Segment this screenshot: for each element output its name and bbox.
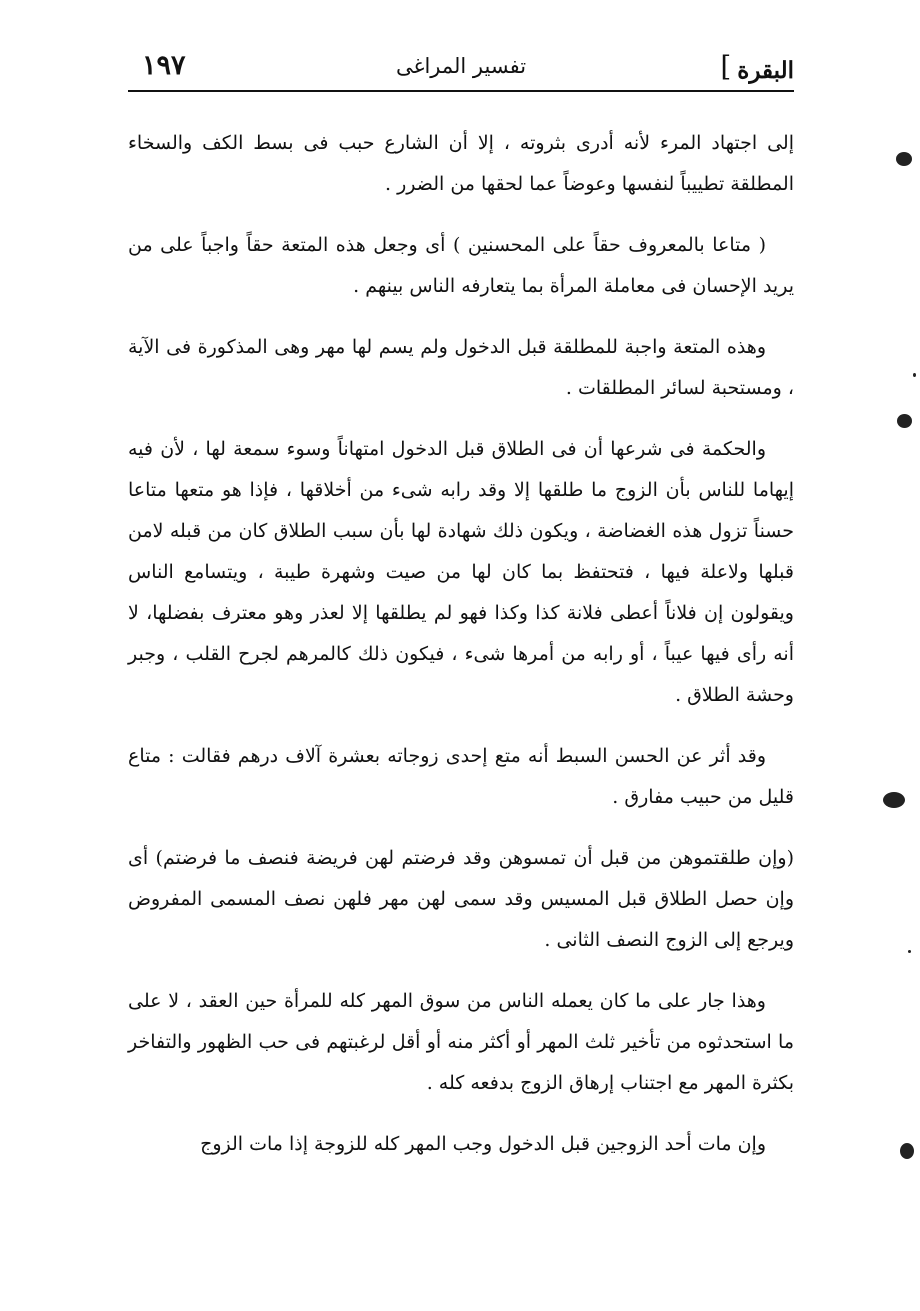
header-rule <box>128 90 794 92</box>
header-bracket: ] <box>720 50 732 83</box>
scan-speck <box>896 152 912 166</box>
paragraph-2: ( متاعا بالمعروف حقاً على المحسنين ) أى وجعل هذه المتعة حقاً واجباً على من يريد الإحسان فى معاملة المرأة بما يتعارفه الناس بينهم . <box>128 234 794 297</box>
surah-label: البقرة <box>737 57 794 84</box>
scan-speck <box>908 950 911 953</box>
paragraph-3: وهذه المتعة واجبة للمطلقة قبل الدخول ولم يسم لها مهر وهى المذكورة فى الآية ، ومستحبة لسائر المطلقات . <box>128 336 794 399</box>
scan-speck <box>897 414 912 428</box>
body-text <box>128 123 794 1185</box>
page-number: ١٩٧ <box>142 50 186 81</box>
paragraph-4: والحكمة فى شرعها أن فى الطلاق قبل الدخول امتهاناً وسوء سمعة لها ، لأن فيه إيهاما للناس بأن الزوج ما طلقها إلا وقد رابه شىء من أخلاقها ، فإذا هو متعها متاعا حسناً تزول هذه الغضاضة ، ويكون ذلك شهادة لها بأن سبب الطلاق كان من قبله لامن قبلها ولاعلة فيها ، فتحتفظ بما كان لها من صيت وشهرة طيبة ، ويتسامع الناس ويقولون إن فلاناً أعطى فلانة كذا وكذا فهو لم يطلقها إلا لعذر وهو معترف بفضلها، لا أنه رأى فيها عيباً ، أو رابه من أمرها شىء ، فيكون ذلك كالمرهم لجرح القلب ، وجبر وحشة الطلاق . <box>128 438 794 706</box>
scan-speck <box>900 1143 914 1159</box>
scan-speck <box>913 373 916 377</box>
page-header <box>128 44 794 92</box>
paragraph-7: وهذا جار على ما كان يعمله الناس من سوق المهر كله للمرأة حين العقد ، لا على ما استحدثوه من تأخير ثلث المهر أو أكثر منه أو أقل لرغبتهم فى حب الظهور والتفاخر بكثرة المهر مع اجتناب إرهاق الزوج بدفعه كله . <box>128 990 794 1094</box>
paragraph-8: وإن مات أحد الزوجين قبل الدخول وجب المهر كله للزوجة إذا مات الزوج <box>200 1133 766 1155</box>
scan-speck <box>883 792 905 808</box>
book-title: تفسير المراغى <box>395 54 527 78</box>
paragraph-1: إلى اجتهاد المرء لأنه أدرى بثروته ، إلا أن الشارع حبب فى بسط الكف والسخاء المطلقة تطييباً لنفسها وعوضاً عما لحقها من الضرر . <box>128 132 794 195</box>
paragraph-6: (وإن طلقتموهن من قبل أن تمسوهن وقد فرضتم لهن فريضة فنصف ما فرضتم) أى وإن حصل الطلاق قبل المسيس وقد سمى لهن مهر فلهن نصف المسمى المفروض ويرجع إلى الزوج النصف الثانى . <box>128 847 795 951</box>
paragraph-5: وقد أثر عن الحسن السبط أنه متع إحدى زوجاته بعشرة آلاف درهم فقالت : متاع قليل من حبيب مفارق . <box>128 745 794 808</box>
